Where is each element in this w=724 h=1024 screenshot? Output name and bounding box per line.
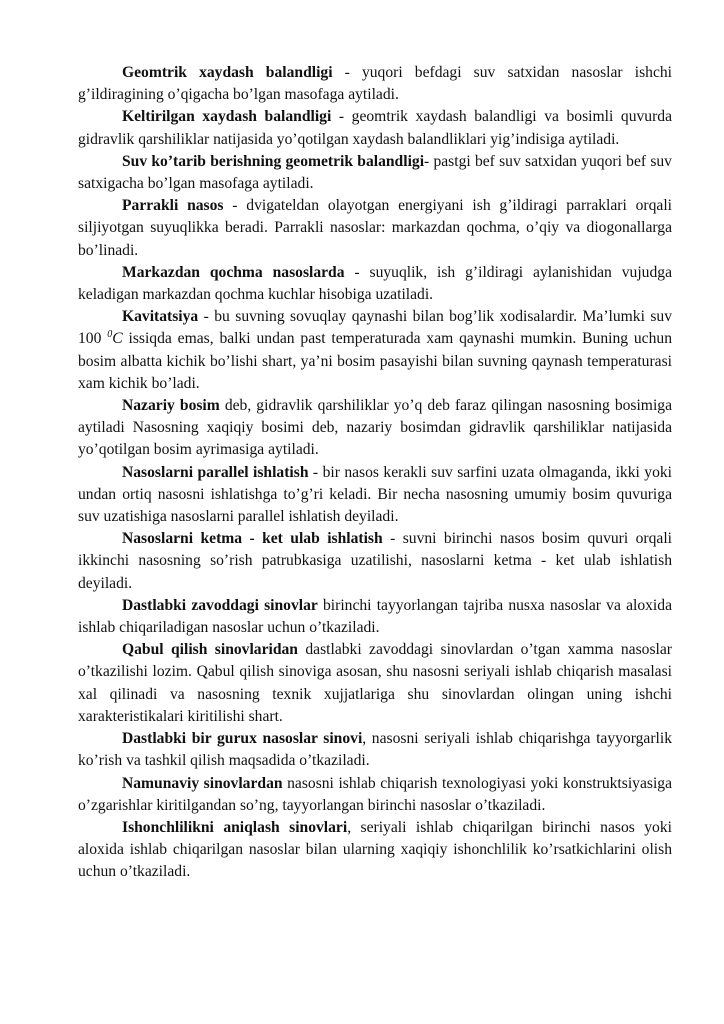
definition-text: - suyuqlik, ish g’ildiragi aylanishidan vujudga keladigan markazdan qochma kuchlar hisobiga uzatiladi. <box>78 263 672 304</box>
definition-sample-tests <box>78 773 672 817</box>
definition-text: dastlabki zavoddagi sinovlardan o’tgan xamma nasoslar o’tkazilishi lozim. Qabul qilish sinoviga asosan, shu nasosni seriyali ishlab chiqarish masalasi xal qilinadi va nasosning texnik xujjatlariga shu sinovlardan olingan uning ishchi xarakteristikalari kiritilishi shart. <box>78 641 672 725</box>
term: Suv ko’tarib berishning geometrik balandligi <box>122 152 425 170</box>
definition-geometric-head <box>78 62 672 106</box>
definition-text: , seriyali ishlab chiqarilgan birinchi nasos yoki aloxida ishlab chiqarilgan nasoslar bilan ularning xaqiqiy ishonchlilik ko’rsatkichlarini olish uchun o’tkaziladi. <box>78 818 672 881</box>
degree-superscript: 0 <box>107 329 113 341</box>
term: Geomtrik xaydash balandligi <box>122 64 333 81</box>
term: Dastlabki zavoddagi sinovlar <box>122 596 318 614</box>
definition-theoretical-pressure <box>78 395 672 462</box>
definition-cavitation <box>78 306 672 395</box>
term: Dastlabki bir gurux nasoslar sinovi <box>122 730 363 748</box>
definition-text: - pastgi bef suv satxidan yuqori bef suv satxigacha bo’lgan masofaga aytiladi. <box>78 152 672 193</box>
degree-unit: C <box>112 330 123 348</box>
term: Ishonchlilikni aniqlash sinovlari <box>122 818 348 836</box>
term: Nasoslarni parallel ishlatish <box>122 463 309 481</box>
definition-text: - bir nasos kerakli suv sarfini uzata olmaganda, ikki yoki undan ortiq nasosni ishlatishga to’g’ri keladi. Bir necha nasosning umumiy bosim quvuriga suv uzatishiga nasoslarni parallel ishlatish deyiladi. <box>78 463 672 526</box>
definition-centrifugal-pumps <box>78 262 672 306</box>
term: Qabul qilish sinovlaridan <box>122 641 298 659</box>
definition-geometric-lift <box>78 151 672 195</box>
term: Keltirilgan xaydash balandligi <box>122 108 332 126</box>
term: Parrakli nasos <box>122 197 224 215</box>
definition-batch-tests <box>78 728 672 772</box>
definition-text: - suvni birinchi nasos bosim quvuri orqali ikkinchi nasosning so’rish patrubkasiga uzatilishi, nasoslarni ketma - ket ulab ishlatish deyiladi. <box>78 530 672 592</box>
document-page <box>78 62 672 884</box>
definition-text: birinchi tayyorlangan tajriba nusxa nasoslar va aloxida ishlab chiqariladigan nasoslar uchun o’tkaziladi. <box>78 596 672 637</box>
definition-text: deb, gidravlik qarshiliklar yo’q deb faraz qilingan nasosning bosimiga aytiladi Nasosning xaqiqiy bosimi deb, nazariy bosimdan gidravlik qarshiliklar natijasida yo’qotilgan bosim ayrimasiga aytiladi. <box>78 397 672 459</box>
definition-parallel-operation <box>78 462 672 529</box>
definition-reduced-head <box>78 106 672 150</box>
definition-factory-tests <box>78 595 672 639</box>
definition-text: - yuqori befdagi suv satxidan nasoslar ishchi g’ildiragining o’qigacha bo’lgan masofaga aytiladi. <box>78 64 672 104</box>
definition-acceptance-tests <box>78 639 672 728</box>
definition-text: issiqda emas, balki undan past temperaturada xam qaynashi mumkin. Buning uchun bosim albatta kichik bo’lishi shart, ya’ni bosim pasayishi bilan suvning qaynash temperaturasi xam kichik bo’ladi. <box>78 330 672 392</box>
definition-text: - dvigateldan olayotgan energiyani ish g’ildiragi parraklari orqali siljiyotgan suyuqlikka beradi. Parrakli nasoslar: markazdan qochma, o’qiy va diogonallarga bo’linadi. <box>78 197 672 259</box>
term: Kavitatsiya <box>122 308 199 326</box>
definition-vane-pump <box>78 195 672 262</box>
term: Nazariy bosim <box>122 397 220 415</box>
term: Namunaviy sinovlardan <box>122 774 283 792</box>
definition-text: , nasosni seriyali ishlab chiqarishga tayyorgarlik ko’rish va tashkil qilish maqsadida o’tkaziladi. <box>78 730 672 770</box>
term: Markazdan qochma nasoslarda <box>122 263 345 281</box>
definition-reliability-tests <box>78 817 672 884</box>
term: Nasoslarni ketma - ket ulab ishlatish <box>122 530 383 548</box>
definition-text: - bu suvning sovuqlay qaynashi bilan bog’lik xodisalardir. Ma’lumki suv 100 <box>78 308 672 348</box>
definition-text: nasosni ishlab chiqarish texnologiyasi yoki konstruktsiyasiga o’zgarishlar kiritilgandan so’ng, tayyorlangan birinchi nasoslar o’tkaziladi. <box>78 774 672 814</box>
definition-text: - geomtrik xaydash balandligi va bosimli quvurda gidravlik qarshiliklar natijasida yo’qotilgan xaydash balandliklari yig’indisiga aytiladi. <box>78 108 672 148</box>
definition-series-operation <box>78 528 672 595</box>
